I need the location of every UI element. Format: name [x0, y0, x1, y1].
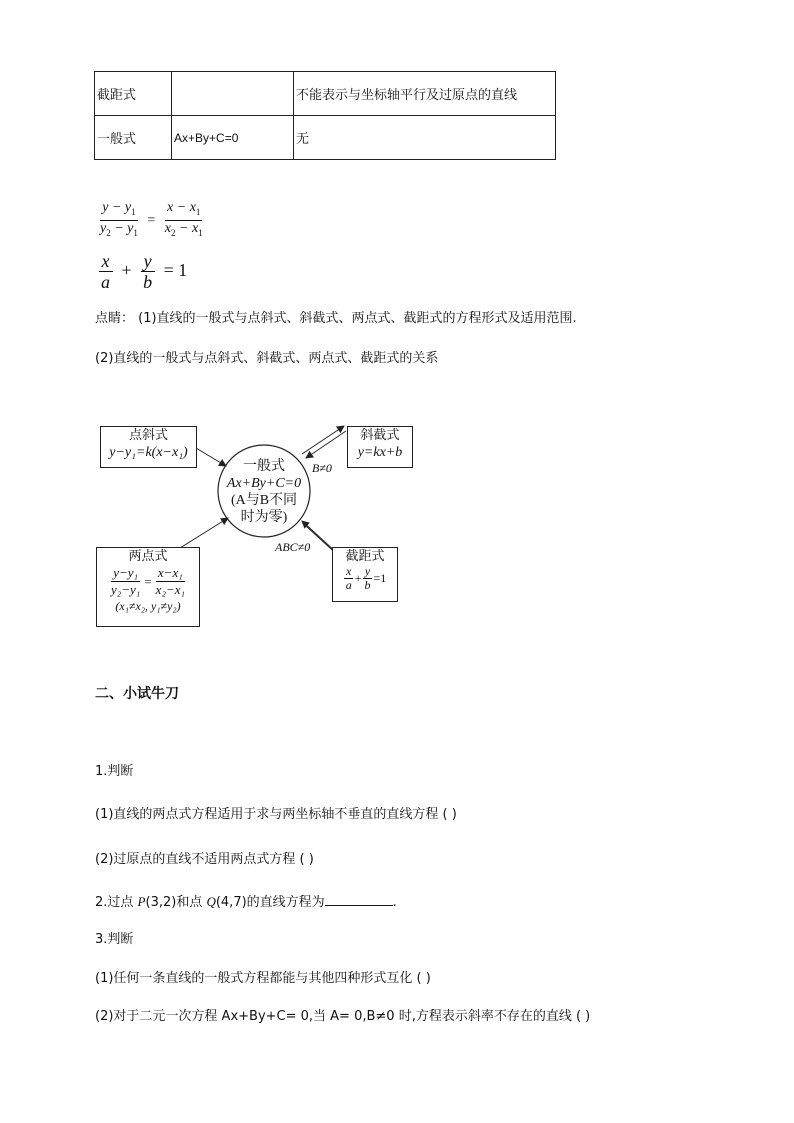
formula-equals: =	[144, 574, 152, 589]
formula-part: x − x	[167, 200, 196, 215]
point-slope-box	[100, 426, 197, 468]
question-2-text: .	[392, 895, 397, 910]
formula-sub: 1	[195, 206, 201, 217]
question-3-1: (1)任何一条直线的一般式方程都能与其他四种形式互化 ( )	[95, 971, 431, 986]
arrow-two-point	[180, 518, 228, 548]
formula-part: y₂−y₁	[110, 582, 141, 597]
formula-equals: =1	[373, 571, 387, 585]
section-heading: 二、小试牛刀	[95, 686, 179, 702]
question-2-text: 2.过点	[95, 895, 138, 910]
formula-part: y	[364, 564, 371, 578]
two-point-box-formula	[97, 565, 199, 598]
arrow-general-to-slope	[302, 426, 344, 454]
point-p-label: P	[137, 894, 146, 909]
table-cell-name: 一般式	[95, 116, 172, 160]
general-form-cond2: 时为零)	[240, 510, 288, 525]
question-1-1: (1)直线的两点式方程适用于求与两坐标轴不垂直的直线方程 ( )	[95, 807, 457, 822]
formula-part: b	[364, 578, 371, 592]
two-point-box	[96, 547, 200, 627]
formula-part: a	[101, 272, 110, 292]
point-q-label: Q	[206, 894, 216, 909]
table-cell-name: 截距式	[95, 72, 172, 116]
question-1-title: 1.判断	[95, 764, 134, 779]
formula-part: − y	[110, 220, 134, 236]
two-point-title: 两点式	[128, 549, 168, 564]
point-slope-title: 点斜式	[128, 428, 168, 443]
formula-part: − x	[175, 220, 199, 236]
two-point-condition: (x₁≠x₂, y₁≠y₂)	[115, 599, 181, 613]
intercept-box-formula	[333, 565, 397, 592]
question-2-text: (4,7)的直线方程为	[215, 895, 325, 910]
formula-part: x	[99, 251, 113, 272]
formula-equals: = 1	[163, 259, 188, 280]
formula-plus: +	[354, 571, 362, 585]
question-2-text: (3,2)和点	[145, 895, 207, 910]
arrow-slope-to-general	[306, 431, 346, 458]
answer-blank[interactable]	[325, 893, 393, 906]
slope-intercept-formula: y=kx+b	[357, 445, 403, 460]
question-3-2: (2)对于二元一次方程 Ax+By+C= 0,当 A= 0,B≠0 时,方程表示斜率不存在的直线 ( )	[95, 1009, 591, 1024]
formula-equals: =	[147, 212, 156, 228]
note-line-1: 点睛： (1)直线的一般式与点斜式、斜截式、两点式、截距式的方程形式及适用范围.	[95, 311, 577, 326]
label-abc-not-zero: ABC≠0	[275, 540, 311, 554]
question-2	[95, 893, 397, 912]
intercept-box	[332, 547, 398, 602]
formula-part: y−y₁	[113, 565, 139, 580]
formula-sub: 1	[198, 227, 203, 238]
note-line-2: (2)直线的一般式与点斜式、斜截式、两点式、截距式的关系	[95, 351, 439, 366]
label-b-not-zero: B≠0	[312, 461, 332, 475]
general-form-text	[222, 458, 306, 526]
formula-plus: +	[121, 259, 132, 280]
formula-part: y − y	[102, 200, 132, 215]
formula-part: y	[100, 220, 107, 236]
intercept-title: 截距式	[345, 549, 385, 564]
formula-part: x	[346, 564, 352, 578]
general-form-formula: Ax+By+C=0	[226, 476, 302, 491]
table-cell-equation: Ax+By+C=0	[172, 116, 294, 160]
table-cell-limitation: 无	[294, 116, 556, 160]
formula-part: y	[141, 251, 155, 272]
formula-part: x−x₁	[157, 565, 183, 580]
question-1-2: (2)过原点的直线不适用两点式方程 ( )	[95, 852, 314, 867]
question-3-title: 3.判断	[95, 932, 134, 947]
formula-part: x	[164, 220, 172, 236]
formula-part: a	[345, 578, 352, 592]
general-form-cond1: (A与B不同	[230, 493, 298, 508]
point-slope-formula: y−y₁=k(x−x₁)	[109, 445, 188, 460]
formula-part: x₂−x₁	[155, 582, 186, 597]
table-cell-limitation: 不能表示与坐标轴平行及过原点的直线	[294, 72, 556, 116]
formula-sub: 1	[133, 227, 138, 238]
general-form-title: 一般式	[243, 459, 285, 474]
slope-intercept-title: 斜截式	[360, 428, 400, 443]
formula-part: b	[143, 272, 153, 292]
formula-sub: 2	[171, 227, 176, 238]
formula-sub: 2	[106, 227, 111, 238]
slope-intercept-box	[347, 426, 413, 468]
formula-sub: 1	[131, 206, 136, 217]
